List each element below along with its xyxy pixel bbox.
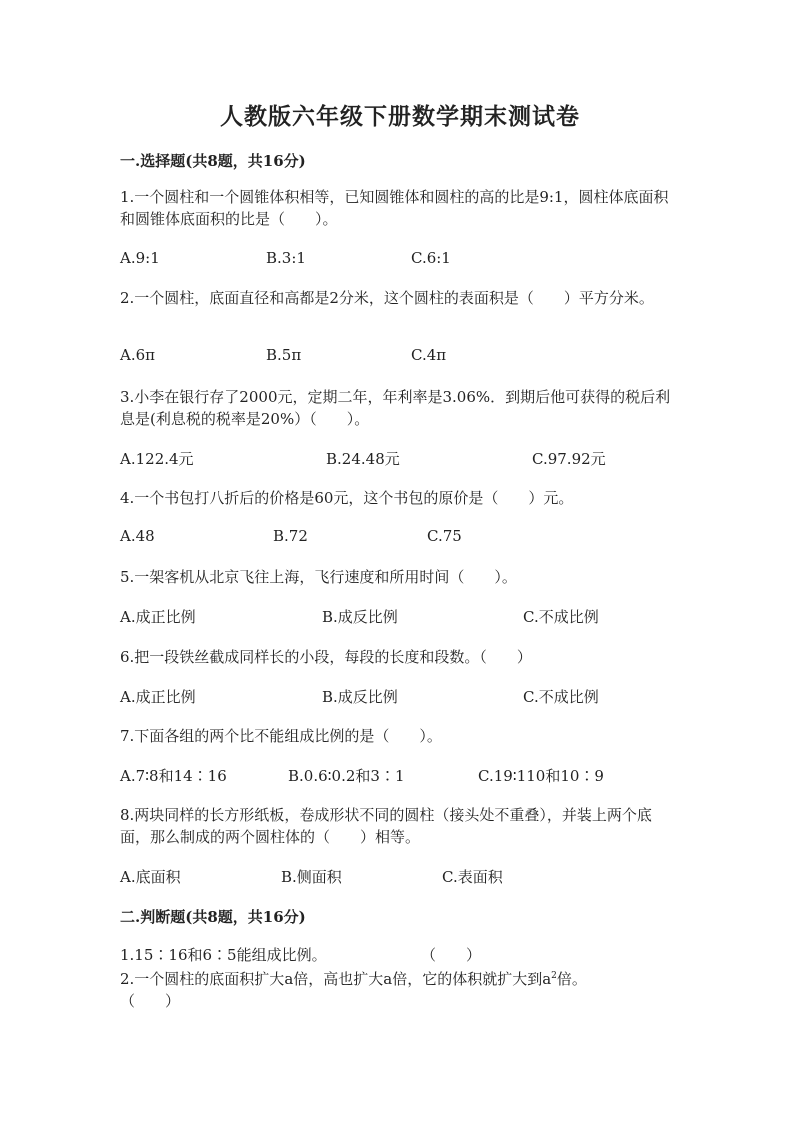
section-heading-choice: 一.选择题(共8题，共16分) xyxy=(120,152,306,170)
option-a: A.9:1 xyxy=(120,249,160,267)
option-b: B.0.6∶0.2和3∶1 xyxy=(288,767,405,785)
option-a: A.底面积 xyxy=(120,868,181,886)
option-b: B.24.48元 xyxy=(326,450,400,468)
option-c: C.4π xyxy=(411,346,447,364)
question-7: 7.下面各组的两个比不能组成比例的是（ ）。 xyxy=(120,727,442,745)
option-a: A.48 xyxy=(120,527,155,545)
question-6: 6.把一段铁丝截成同样长的小段，每段的长度和段数。（ ） xyxy=(120,648,532,666)
judge-item-2 xyxy=(120,965,680,1012)
options-5 xyxy=(120,606,680,628)
question-2: 2.一个圆柱，底面直径和高都是2分米，这个圆柱的表面积是（ ）平方分米。 xyxy=(120,289,654,307)
option-b: B.5π xyxy=(266,346,302,364)
option-b: B.3:1 xyxy=(266,249,306,267)
question-5: 5.一架客机从北京飞往上海，飞行速度和所用时间（ ）。 xyxy=(120,568,517,586)
option-c: C.不成比例 xyxy=(523,608,599,626)
section-heading-judgement: 二.判断题(共8题，共16分) xyxy=(120,908,306,926)
question-8: 8.两块同样的长方形纸板，卷成形状不同的圆柱（接头处不重叠），并装上两个底面，那么制成的两个圆柱体的（ ）相等。 xyxy=(120,806,652,846)
option-c: C.75 xyxy=(427,527,462,545)
option-a: A.成正比例 xyxy=(120,608,196,626)
option-b: B.成反比例 xyxy=(322,608,398,626)
judge-text: 1.15∶16和6∶5能组成比例。 xyxy=(120,946,327,964)
options-3 xyxy=(120,448,680,470)
options-1 xyxy=(120,249,680,271)
question-4: 4.一个书包打八折后的价格是60元，这个书包的原价是（ ）元。 xyxy=(120,489,574,507)
question-3: 3.小李在银行存了2000元，定期二年，年利率是3.06%．到期后他可获得的税后利息是(利息税的税率是20%）（ ）。 xyxy=(120,388,671,428)
option-c: C.97.92元 xyxy=(532,450,606,468)
page-title: 人教版六年级下册数学期末测试卷 xyxy=(220,103,580,130)
exponent: 2 xyxy=(551,971,557,981)
question-1: 1.一个圆柱和一个圆锥体积相等，已知圆锥体和圆柱的高的比是9:1，圆柱体底面积和圆锥体底面积的比是（ ）。 xyxy=(120,188,669,228)
option-b: B.侧面积 xyxy=(281,868,342,886)
option-a: A.6π xyxy=(120,346,156,364)
option-c: C.19∶110和10∶9 xyxy=(478,767,604,785)
option-a: A.成正比例 xyxy=(120,688,196,706)
judge-text: 2.一个圆柱的底面积扩大a倍，高也扩大a倍，它的体积就扩大到a xyxy=(120,970,552,988)
options-8 xyxy=(120,866,680,888)
option-b: B.72 xyxy=(273,527,308,545)
options-2 xyxy=(120,346,680,368)
options-7 xyxy=(120,765,680,787)
answer-blank: （ ） xyxy=(120,992,181,1010)
option-a: A.122.4元 xyxy=(120,450,194,468)
option-c: C.6:1 xyxy=(411,249,451,267)
judge-item-1 xyxy=(120,944,680,966)
option-c: C.不成比例 xyxy=(523,688,599,706)
option-b: B.成反比例 xyxy=(322,688,398,706)
options-6 xyxy=(120,686,680,708)
options-4 xyxy=(120,527,680,549)
option-a: A.7∶8和14∶16 xyxy=(120,767,227,785)
option-c: C.表面积 xyxy=(442,868,503,886)
answer-blank: （ ） xyxy=(421,946,482,964)
judge-text-suffix: 倍。 xyxy=(556,970,587,988)
